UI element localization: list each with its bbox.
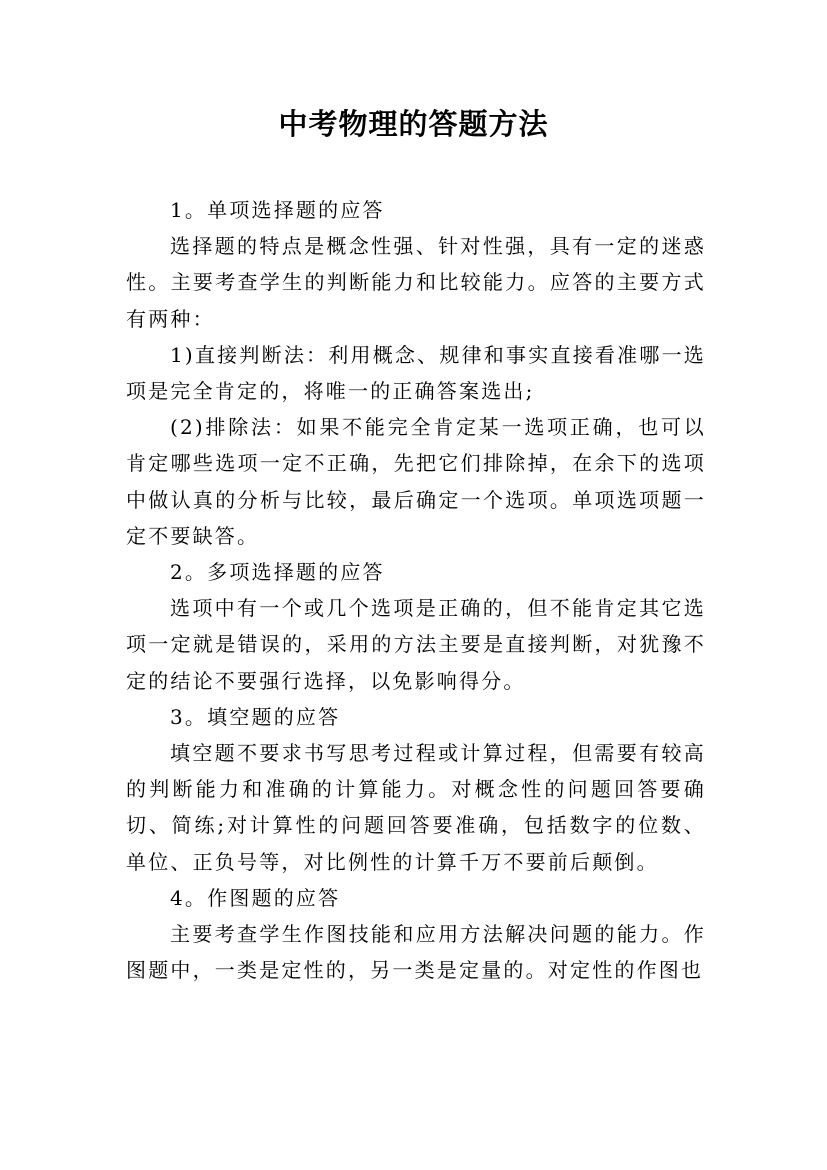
paragraph-direct-judgment: 1)直接判断法：利用概念、规律和事实直接看准哪一选项是完全肯定的，将唯一的正确答案选出; <box>126 342 706 404</box>
document-title: 中考物理的答题方法 <box>278 107 549 141</box>
document-body <box>126 192 706 988</box>
paragraph-choice-features: 选择题的特点是概念性强、针对性强，具有一定的迷惑性。主要考查学生的判断能力和比较能力。应答的主要方式有两种： <box>126 234 706 331</box>
section-heading-multiple-choice: 2。多项选择题的应答 <box>170 560 385 585</box>
section-heading-drawing: 4。作图题的应答 <box>170 885 341 910</box>
paragraph-multiple-choice: 选项中有一个或几个选项是正确的，但不能肯定其它选项一定就是错误的，采用的方法主要是直接判断，对犹豫不定的结论不要强行选择，以免影响得分。 <box>126 596 706 693</box>
paragraph-elimination: (2)排除法：如果不能完全肯定某一选项正确，也可以肯定哪些选项一定不正确，先把它们排除掉，在余下的选项中做认真的分析与比较，最后确定一个选项。单项选项题一定不要缺答。 <box>126 415 706 548</box>
paragraph-drawing: 主要考查学生作图技能和应用方法解决问题的能力。作图题中，一类是定性的，另一类是定量的。对定性的作图也 <box>126 922 706 983</box>
section-heading-fill-blank: 3。填空题的应答 <box>170 704 341 729</box>
paragraph-fill-blank: 填空题不要求书写思考过程或计算过程，但需要有较高的判断能力和准确的计算能力。对概念性的问题回答要确切、简练;对计算性的问题回答要准确，包括数字的位数、单位、正负号等，对比例性的计算千万不要前后颠倒。 <box>126 741 706 874</box>
section-heading-single-choice: 1。单项选择题的应答 <box>170 198 385 222</box>
